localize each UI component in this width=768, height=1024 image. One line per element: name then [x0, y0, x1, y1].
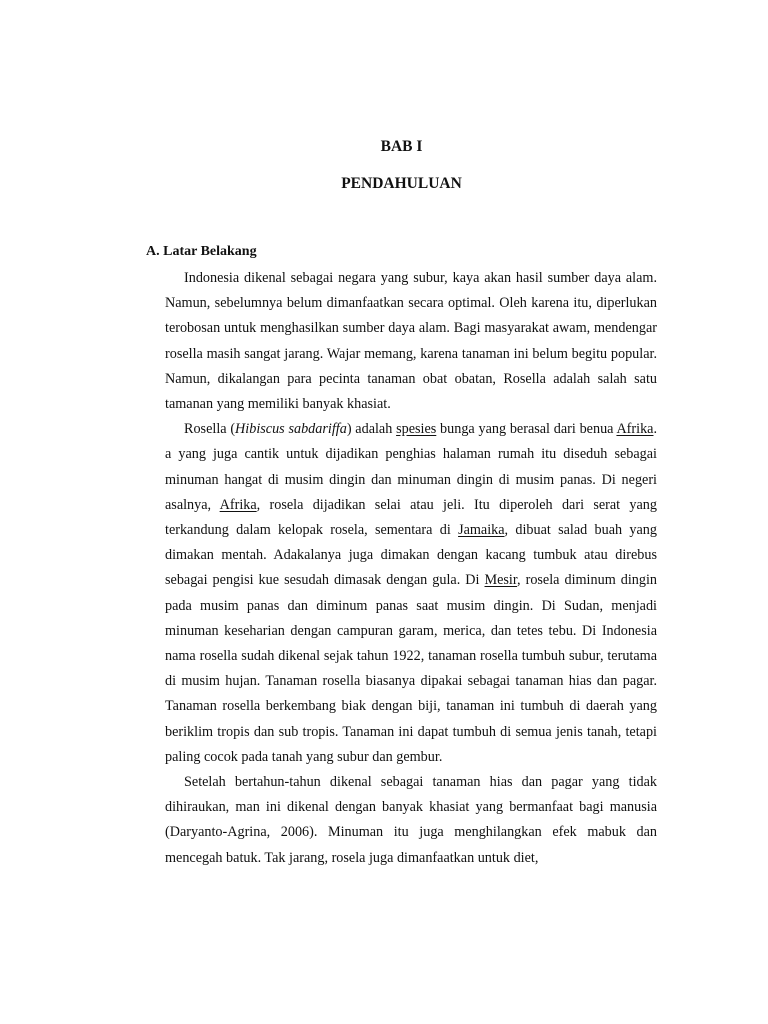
text-run: bunga yang berasal dari benua	[436, 421, 617, 438]
text-run: , rosela dijadikan selai atau jeli. Itu diperoleh dari serat yang terkandung dalam kelopak rosela, sementara di	[165, 496, 657, 539]
section-heading: A. Latar Belakang	[146, 244, 257, 259]
text-run: ) adalah	[346, 421, 397, 438]
text-run: , dibuat salad buah yang dimakan mentah. Adakalanya juga dimakan dengan kacang tumbuk atau direbus sebagai pengisi kue sesudah dimasak dengan gula. Di	[165, 522, 657, 589]
paragraph-introduction: Indonesia dikenal sebagai negara yang subur, kaya akan hasil sumber daya alam. Namun, sebelumnya belum dimanfaatkan secara optimal. Oleh karena itu, diperlukan terobosan untuk menghasilkan sumber daya alam. Bagi masyarakat awam, mendengar rosella masih sangat jarang. Wajar memang, karena tanaman ini belum begitu popular. Namun, dikalangan para pecinta tanaman obat obatan, Rosella adalah salah satu tamanan yang memiliki banyak khasiat.	[165, 270, 657, 413]
paragraph-rosella-origin	[165, 417, 657, 770]
scientific-name: Hibiscus sabdariffa	[235, 421, 347, 438]
text-run: . a yang juga cantik untuk dijadikan penghias halaman rumah itu diseduh sebagai minuman hangat di musim dingin dan minuman dingin di musim panas. Di negeri asalnya,	[165, 421, 658, 513]
chapter-title: PENDAHULUAN	[341, 175, 462, 192]
link-jamaika[interactable]: Jamaika	[458, 522, 505, 539]
link-afrika[interactable]: Afrika	[219, 496, 257, 513]
text-run: Rosella (	[184, 421, 236, 438]
paragraph-benefits: Setelah bertahun-tahun dikenal sebagai tanaman hias dan pagar yang tidak dihiraukan, man ini dikenal dengan banyak khasiat yang bermanfaat bagi manusia (Daryanto-Agrina, 2006). Minuman itu juga menghilangkan efek mabuk dan mencegah batuk. Tak jarang, rosela juga dimanfaatkan untuk diet,	[165, 774, 657, 866]
link-mesir[interactable]: Mesir	[484, 572, 518, 589]
text-run: , rosela diminum dingin pada musim panas dan diminum panas saat musim dingin. Di Sudan, menjadi minuman keseharian dengan campuran garam, merica, dan tetes tebu. Di Indonesia nama rosella sudah dikenal sejak tahun 1922, tanaman rosella tumbuh subur, terutama di musim hujan. Tanaman rosella biasanya dipakai sebagai tanaman hias dan pagar. Tanaman rosella berkembang biak dengan biji, tanaman ini tumbuh di daerah yang beriklim tropis dan sub tropis. Tanaman ini dapat tumbuh di semua jenis tanah, tetapi paling cocok pada tanah yang subur dan gembur.	[165, 572, 658, 765]
body-text	[165, 266, 657, 871]
link-spesies[interactable]: spesies	[396, 421, 437, 438]
link-afrika[interactable]: Afrika	[616, 421, 654, 438]
chapter-number: BAB I	[380, 138, 423, 155]
